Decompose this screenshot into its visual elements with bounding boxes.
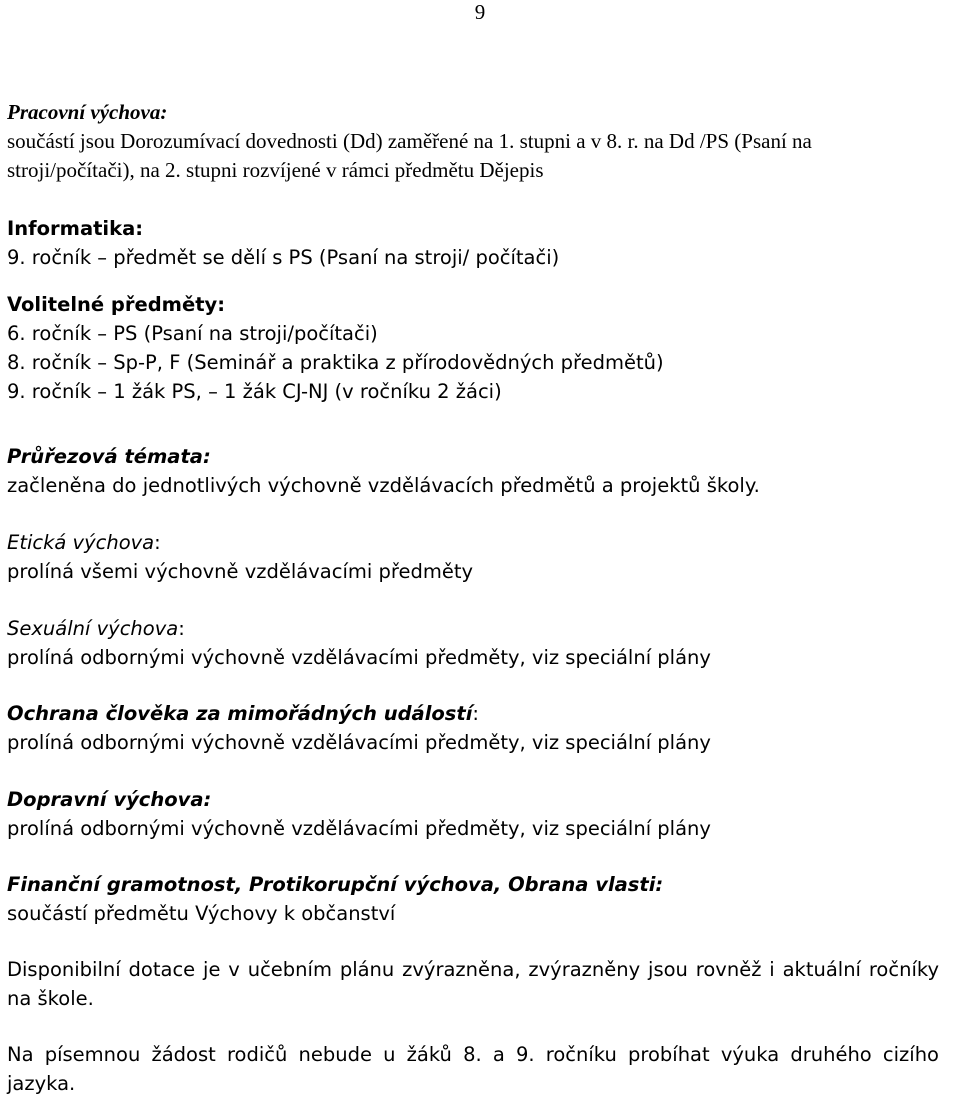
paragraph-line: prolíná odbornými výchovně vzdělávacími předměty, viz speciální plány [7,646,711,669]
paragraph-disponibilni-dotace: Disponibilní dotace je v učebním plánu zvýrazněna, zvýrazněny jsou rovněž i aktuální ročníky na škole. [7,958,939,1010]
section-heading: Informatika: [7,217,144,240]
paragraph-line: prolíná odbornými výchovně vzdělávacími předměty, viz speciální plány [7,817,711,840]
paragraph-line: součástí předmětu Výchovy k občanství [7,902,396,925]
section-heading: Dopravní výchova: [7,788,212,811]
section-heading: Ochrana člověka za mimořádných událostí [7,702,473,725]
heading-colon: : [154,531,161,554]
section-heading: Pracovní výchova: [7,100,168,124]
paragraph-line: prolíná odbornými výchovně vzdělávacími předměty, viz speciální plány [7,731,711,754]
paragraph-line: 9. ročník – předmět se dělí s PS (Psaní na stroji/ počítači) [7,246,560,269]
section-heading: Etická výchova [7,531,155,554]
paragraph-line: začleněna do jednotlivých výchovně vzdělávacích předmětů a projektů školy. [7,474,760,497]
section-financni-gramotnost [7,870,937,928]
section-dopravni-vychova [7,785,937,843]
section-heading: Průřezová témata: [7,445,211,468]
list-item: 9. ročník – 1 žák PS, – 1 žák CJ-NJ (v ročníku 2 žáci) [7,380,502,403]
section-eticka-vychova [7,528,937,586]
paragraph-line: součástí jsou Dorozumívací dovednosti (Dd) zaměřené na 1. stupni a v 8. r. na Dd /PS (Psaní na [7,129,812,153]
section-heading: Finanční gramotnost, Protikorupční výchova, Obrana vlasti: [7,873,664,896]
page-number: 9 [474,0,486,24]
paragraph-pisemna-zadost: Na písemnou žádost rodičů nebude u žáků 8. a 9. ročníku probíhat výuka druhého cizího jazyka. [7,1043,939,1095]
list-item: 8. ročník – Sp-P, F (Seminář a praktika z přírodovědných předmětů) [7,351,664,374]
heading-colon: : [472,702,479,725]
heading-colon: : [178,617,185,640]
section-sexualni-vychova [7,614,937,672]
paragraph-line: prolíná všemi výchovně vzdělávacími předměty [7,560,474,583]
list-item: 6. ročník – PS (Psaní na stroji/počítači) [7,322,378,345]
section-ochrana-cloveka [7,699,937,757]
section-informatika [7,214,937,272]
section-heading: Volitelné předměty: [7,293,226,316]
section-prurezova-temata [7,442,937,500]
paragraph-line: stroji/počítači), na 2. stupni rozvíjené v rámci předmětu Dějepis [7,158,544,182]
section-heading: Sexuální výchova [7,617,179,640]
section-pracovni-vychova [7,98,937,185]
section-volitelne-predmety [7,290,937,406]
